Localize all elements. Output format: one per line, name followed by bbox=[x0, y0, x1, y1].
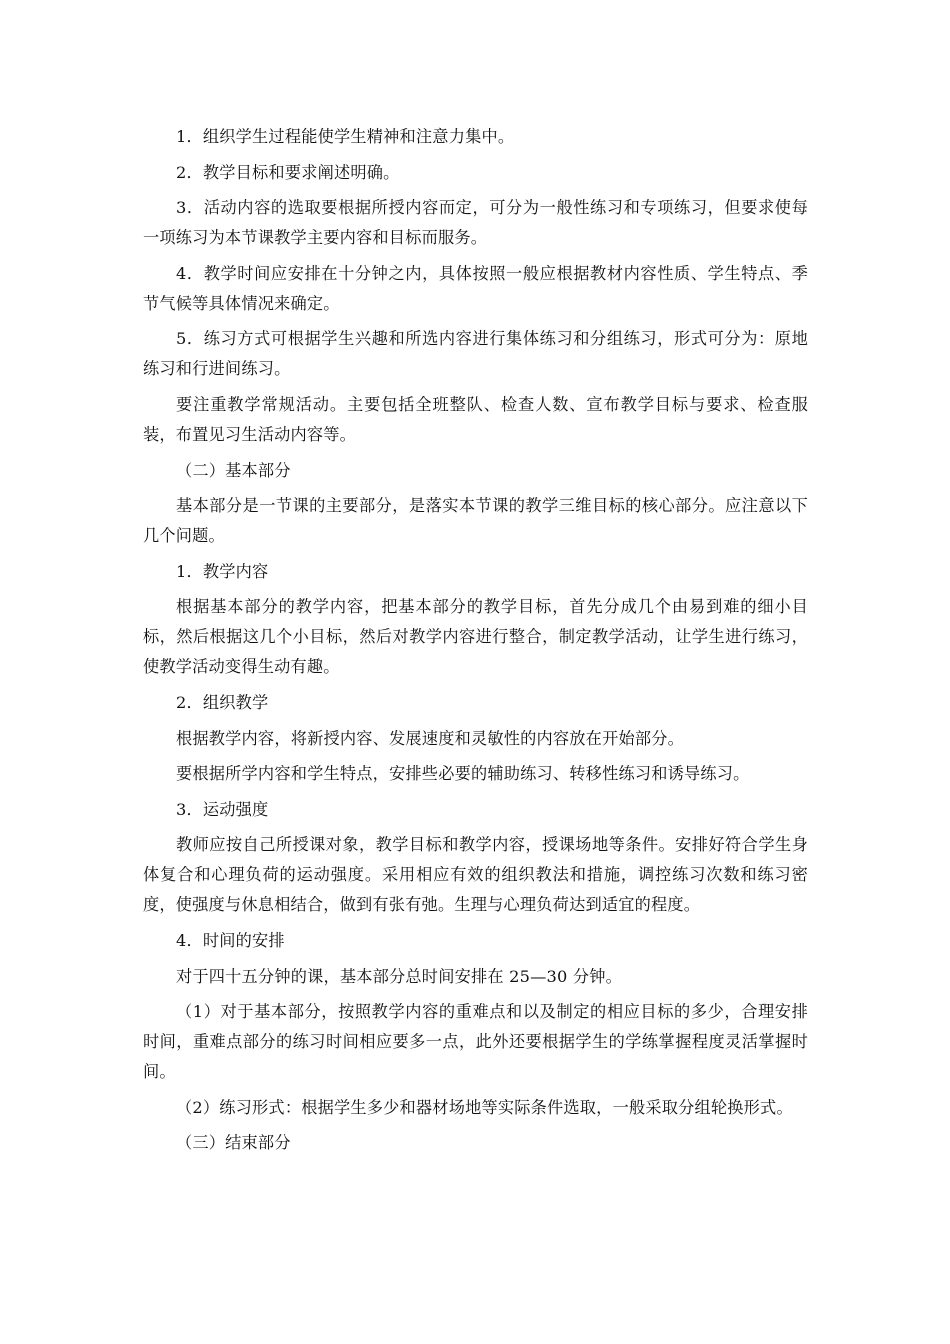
paragraph-2: 2．教学目标和要求阐述明确。 bbox=[176, 162, 400, 182]
paragraph-6: 要注重教学常规活动。主要包括全班整队、检查人数、宣布教学目标与要求、检查服装，布置见习生活动内容等。 bbox=[143, 394, 808, 444]
paragraph-8: 基本部分是一节课的主要部分，是落实本节课的教学三维目标的核心部分。应注意以下几个问题。 bbox=[143, 496, 808, 546]
subheading-organize-teaching: 2．组织教学 bbox=[176, 692, 269, 712]
paragraph-13: 要根据所学内容和学生特点，安排些必要的辅助练习、转移性练习和诱导练习。 bbox=[176, 764, 750, 784]
paragraph-5: 5．练习方式可根据学生兴趣和所选内容进行集体练习和分组练习，形式可分为：原地练习和行进间练习。 bbox=[143, 329, 808, 379]
paragraph-17: 对于四十五分钟的课，基本部分总时间安排在 25—30 分钟。 bbox=[176, 966, 622, 986]
paragraph-18: （1）对于基本部分，按照教学内容的重难点和以及制定的相应目标的多少，合理安排时间，重难点部分的练习时间相应要多一点，此外还要根据学生的学练掌握程度灵活掌握时间。 bbox=[143, 1002, 808, 1082]
section-heading-basic: （二）基本部分 bbox=[176, 460, 291, 480]
document-body bbox=[143, 122, 808, 1164]
paragraph-19: （2）练习形式：根据学生多少和器材场地等实际条件选取，一般采取分组轮换形式。 bbox=[176, 1097, 793, 1117]
subheading-time-arrangement: 4．时间的安排 bbox=[176, 930, 285, 950]
paragraph-10: 根据基本部分的教学内容，把基本部分的教学目标，首先分成几个由易到难的细小目标，然后根据这几个小目标，然后对教学内容进行整合，制定教学活动，让学生进行练习，使教学活动变得生动有趣。 bbox=[143, 597, 808, 677]
paragraph-1: 1．组织学生过程能使学生精神和注意力集中。 bbox=[176, 127, 515, 146]
subheading-teaching-content: 1．教学内容 bbox=[176, 561, 269, 581]
paragraph-15: 教师应按自己所授课对象，教学目标和教学内容，授课场地等条件。安排好符合学生身体复合和心理负荷的运动强度。采用相应有效的组织教法和措施，调控练习次数和练习密度，使强度与休息相结合，做到有张有弛。生理与心理负荷达到适宜的程度。 bbox=[143, 835, 808, 915]
paragraph-4: 4．教学时间应安排在十分钟之内，具体按照一般应根据教材内容性质、学生特点、季节气候等具体情况来确定。 bbox=[143, 263, 808, 313]
paragraph-3: 3．活动内容的选取要根据所授内容而定，可分为一般性练习和专项练习，但要求使每一项练习为本节课教学主要内容和目标而服务。 bbox=[143, 198, 808, 248]
paragraph-12: 根据教学内容，将新授内容、发展速度和灵敏性的内容放在开始部分。 bbox=[176, 728, 685, 748]
section-heading-ending: （三）结束部分 bbox=[176, 1133, 291, 1153]
subheading-exercise-intensity: 3．运动强度 bbox=[176, 799, 269, 819]
